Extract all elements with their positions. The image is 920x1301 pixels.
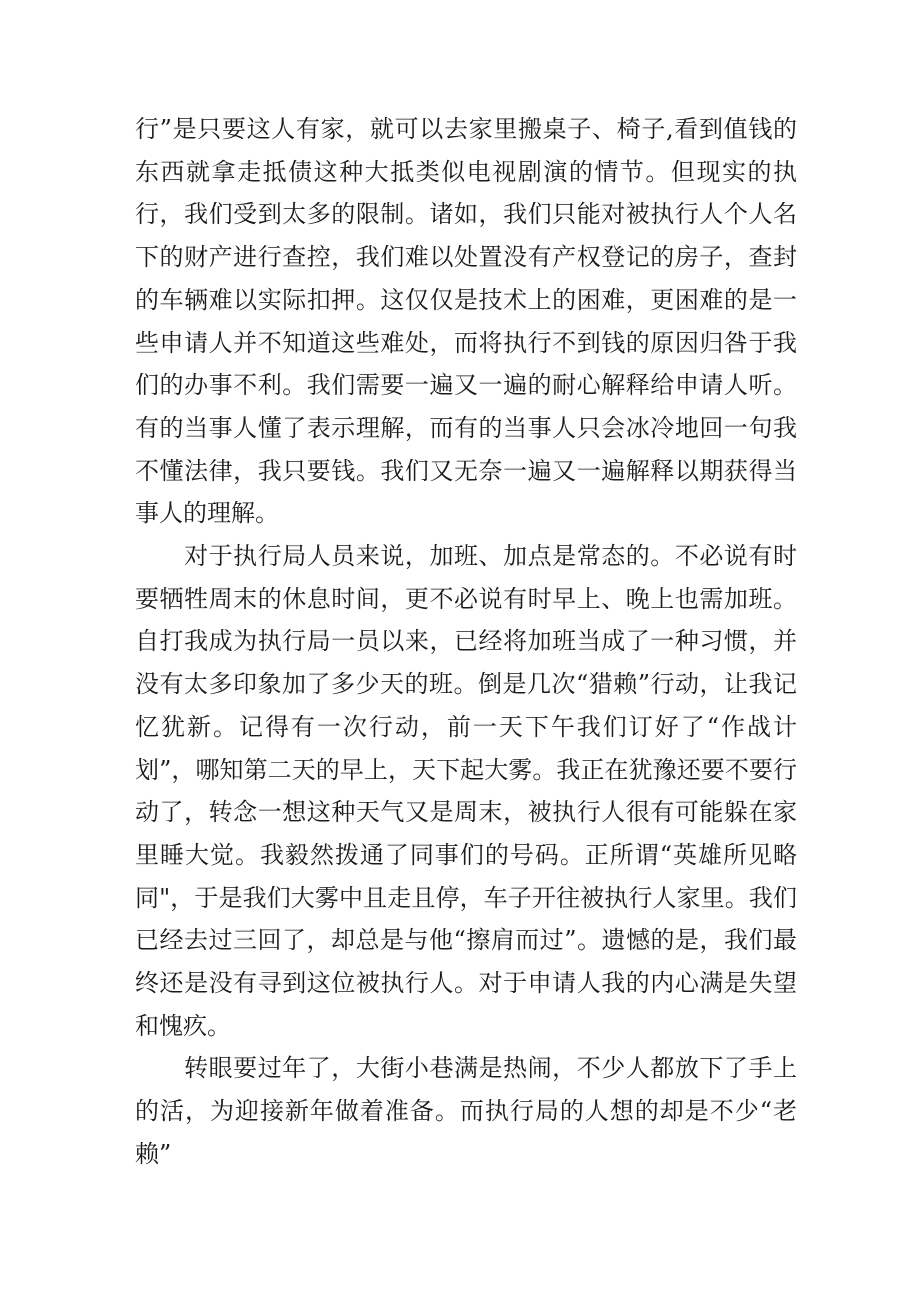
paragraph-1: 行”是只要这人有家，就可以去家里搬桌子、椅子,看到值钱的东西就拿走抵债这种大抵类似电视剧演的情节。但现实的执行，我们受到太多的限制。诸如，我们只能对被执行人个人名下的财产进行查控，我们难以处置没有产权登记的房子，查封的车辆难以实际扣押。这仅仅是技术上的困难，更困难的是一些申请人并不知道这些难处，而将执行不到钱的原因归咎于我们的办事不利。我们需要一遍又一遍的耐心解释给申请人听。有的当事人懂了表示理解，而有的当事人只会冰冷地回一句我不懂法律，我只要钱。我们又无奈一遍又一遍解释以期获得当事人的理解。 [135, 115, 797, 528]
paragraph-3: 转眼要过年了，大街小巷满是热闹，不少人都放下了手上的活，为迎接新年做着准备。而执行局的人想的却是不少“老赖” [135, 1054, 797, 1168]
document-body [135, 108, 797, 1176]
paragraph-2: 对于执行局人员来说，加班、加点是常态的。不必说有时要牺牲周末的休息时间，更不必说有时早上、晚上也需加班。自打我成为执行局一员以来，已经将加班当成了一种习惯，并没有太多印象加了多少天的班。倒是几次“猎赖”行动，让我记忆犹新。记得有一次行动，前一天下午我们订好了“作战计划”，哪知第二天的早上，天下起大雾。我正在犹豫还要不要行动了，转念一想这种天气又是周末，被执行人很有可能躲在家里睡大觉。我毅然拨通了同事们的号码。正所谓“英雄所见略同"，于是我们大雾中且走且停，车子开往被执行人家里。我们已经去过三回了，却总是与他“擦肩而过”。遗憾的是，我们最终还是没有寻到这位被执行人。对于申请人我的内心满是失望和愧疚。 [135, 542, 797, 1040]
